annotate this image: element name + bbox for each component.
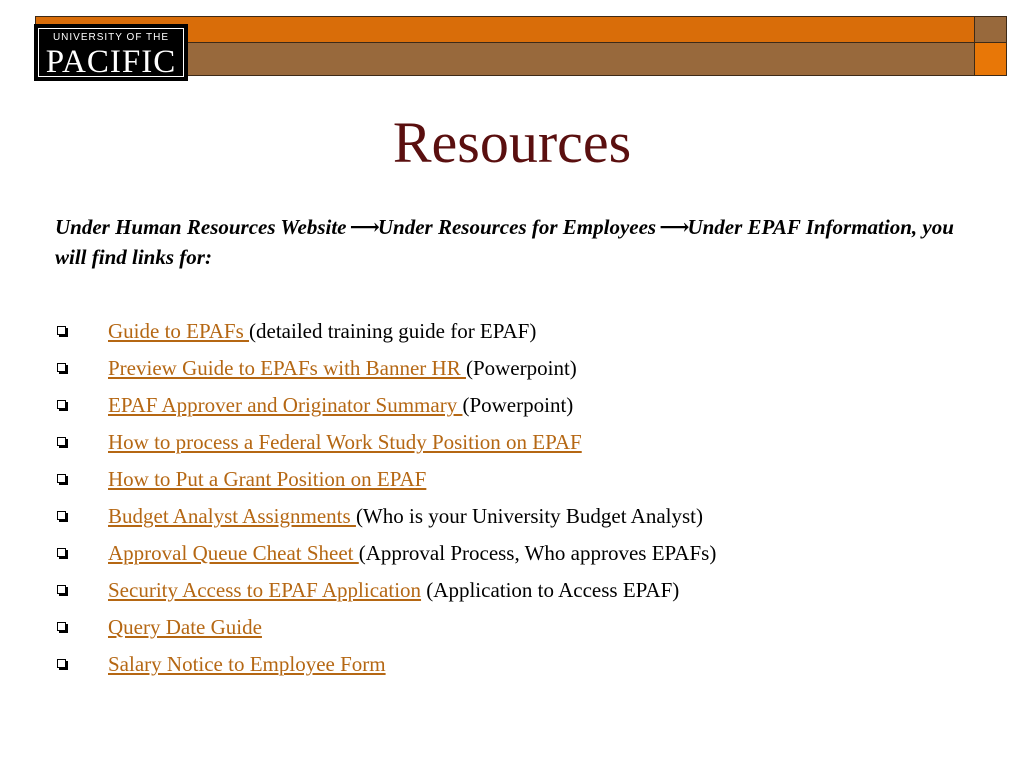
- arrow-icon: ⟶: [659, 215, 690, 239]
- intro-part-1: Under Human Resources Website: [55, 215, 352, 239]
- resource-note: (Approval Process, Who approves EPAFs): [358, 541, 717, 565]
- resource-note: (Application to Access EPAF): [421, 578, 680, 602]
- header-accent-top: [974, 16, 1007, 43]
- resource-note: (Who is your University Budget Analyst): [355, 504, 703, 528]
- resource-link[interactable]: Salary Notice to Employee Form: [108, 652, 386, 676]
- square-bullet-icon: [57, 548, 66, 557]
- square-bullet-icon: [57, 622, 66, 631]
- resource-note: (detailed training guide for EPAF): [249, 319, 537, 343]
- logo-text-small: UNIVERSITY OF THE: [52, 32, 170, 43]
- resource-link[interactable]: Security Access to EPAF Application: [108, 578, 422, 602]
- square-bullet-icon: [57, 326, 66, 335]
- square-bullet-icon: [57, 511, 66, 520]
- square-bullet-icon: [57, 585, 66, 594]
- resource-link[interactable]: How to process a Federal Work Study Position on EPAF: [108, 430, 582, 454]
- square-bullet-icon: [57, 400, 66, 409]
- resource-link[interactable]: Preview Guide to EPAFs with Banner HR: [108, 356, 466, 380]
- square-bullet-icon: [57, 363, 66, 372]
- slide-title: Resources: [392, 110, 632, 175]
- resource-link[interactable]: Approval Queue Cheat Sheet: [108, 541, 359, 565]
- resource-link[interactable]: How to Put a Grant Position on EPAF: [108, 467, 427, 491]
- intro-part-3: Under EPAF Information, you will find links for:: [55, 215, 954, 269]
- logo-text-large: PACIFIC: [45, 44, 177, 80]
- square-bullet-icon: [57, 437, 66, 446]
- arrow-icon: ⟶: [349, 215, 380, 239]
- square-bullet-icon: [57, 659, 66, 668]
- resource-note: (Powerpoint): [462, 393, 574, 417]
- university-logo: [34, 24, 188, 81]
- intro-part-2: Under Resources for Employees: [377, 215, 662, 239]
- resource-note: (Powerpoint): [465, 356, 577, 380]
- logo-frame: [38, 28, 184, 80]
- header-accent-bottom: [974, 42, 1007, 76]
- square-bullet-icon: [57, 474, 66, 483]
- resource-link[interactable]: EPAF Approver and Originator Summary: [108, 393, 463, 417]
- resource-link[interactable]: Budget Analyst Assignments: [108, 504, 356, 528]
- resource-link[interactable]: Guide to EPAFs: [108, 319, 250, 343]
- resource-link[interactable]: Query Date Guide: [108, 615, 262, 639]
- intro-text: [55, 212, 985, 272]
